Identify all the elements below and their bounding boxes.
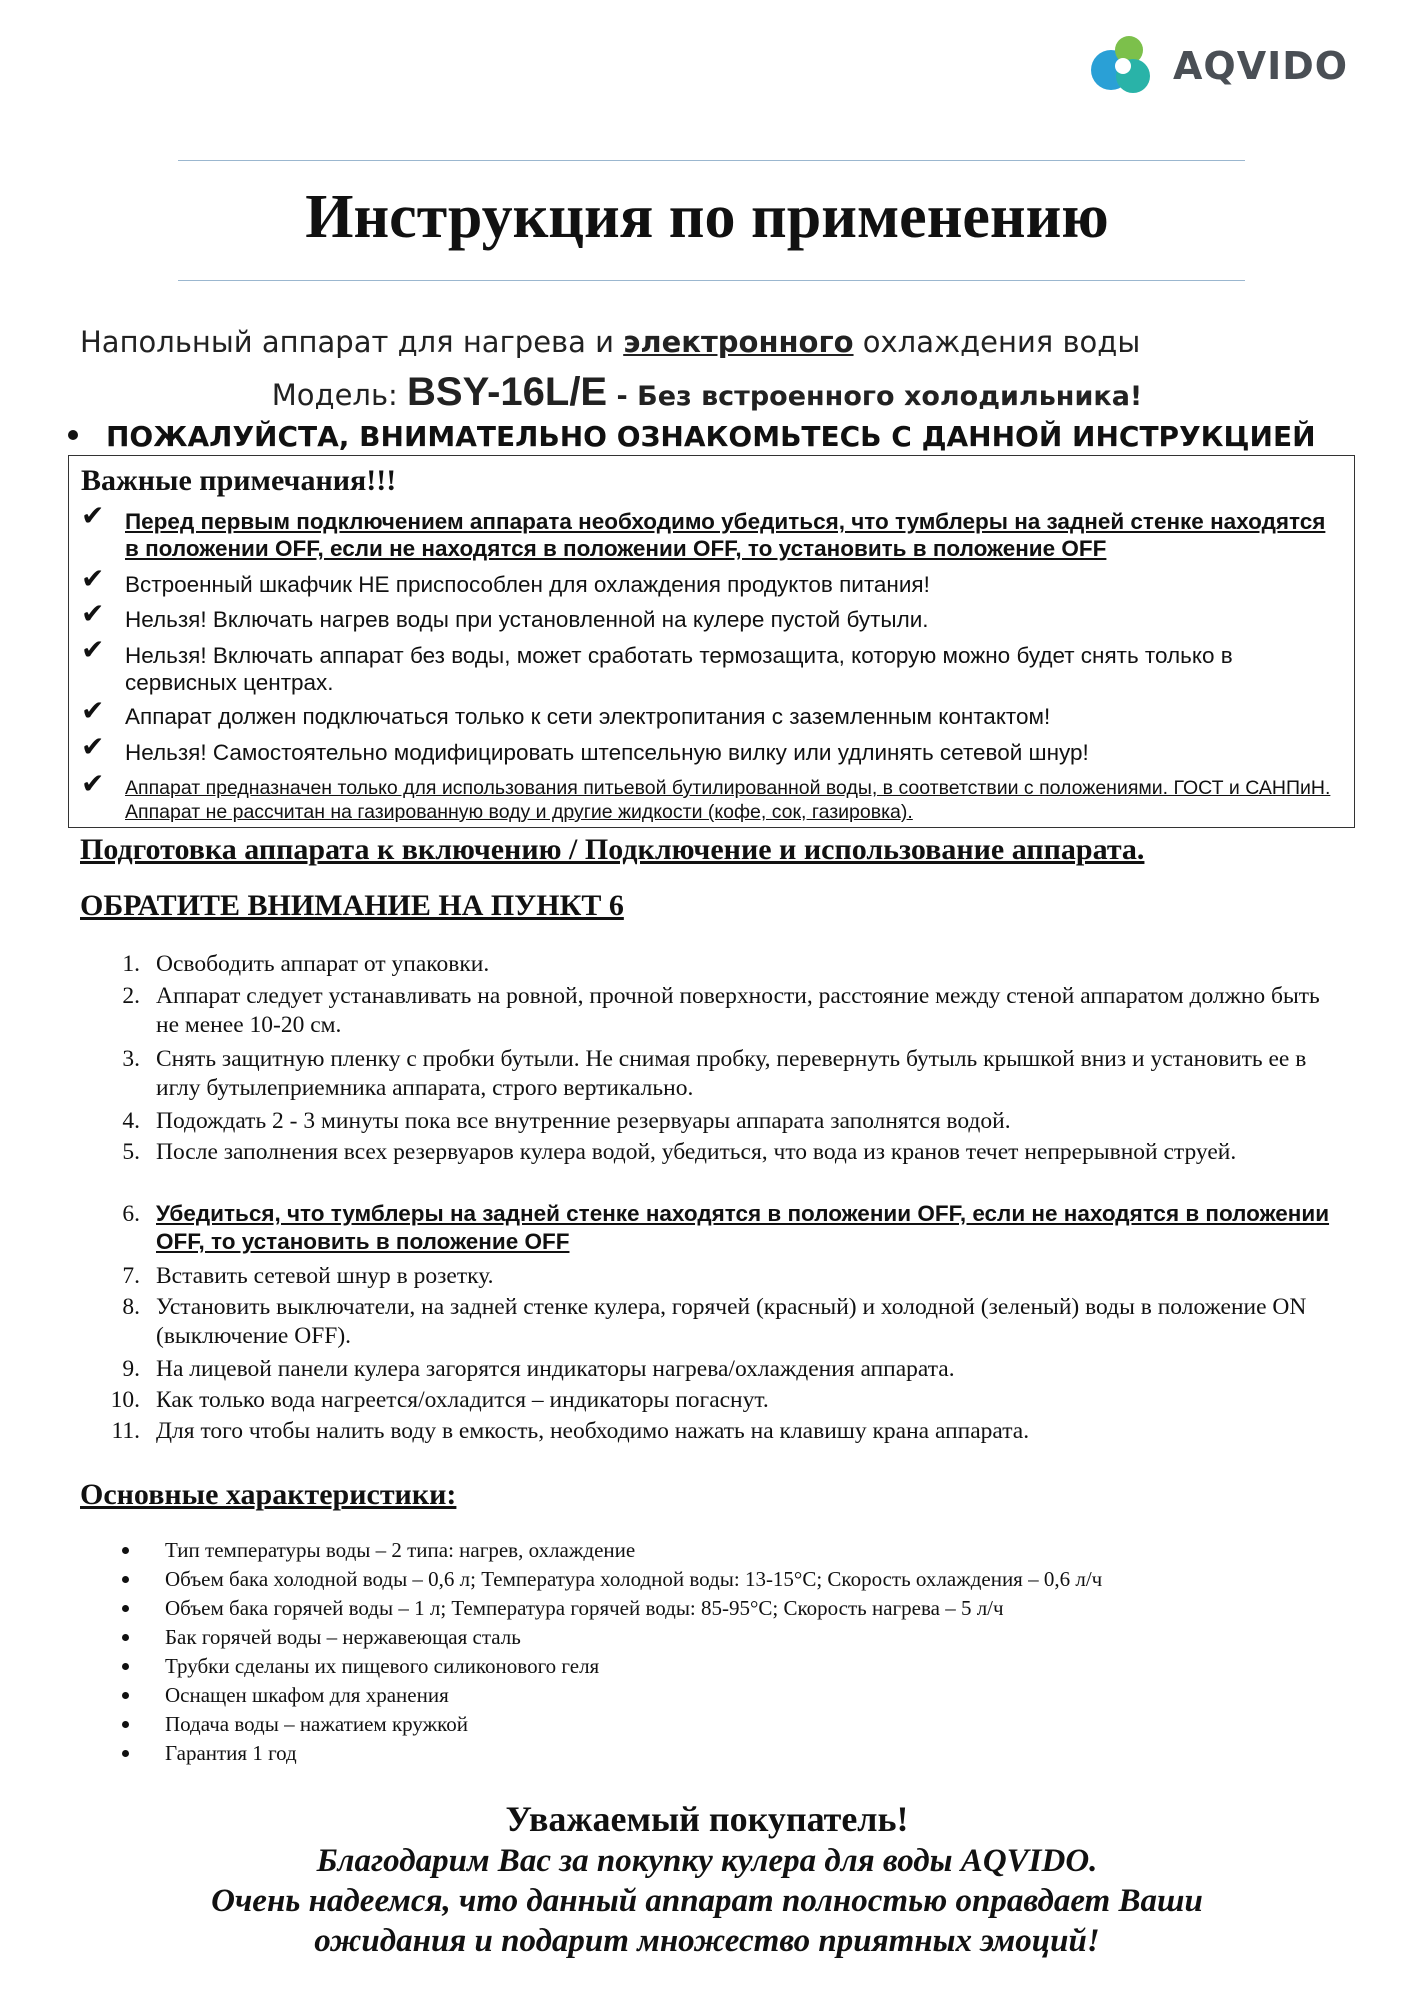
- spec-text: Объем бака горячей воды – 1 л; Температура горячей воды: 85-95°C; Скорость нагрева – 5 л/ч: [165, 1596, 1004, 1620]
- bullet-icon: [122, 1692, 129, 1699]
- checkmark-icon: ✔: [81, 767, 105, 800]
- spec-text: Оснащен шкафом для хранения: [165, 1683, 449, 1707]
- step-number: 6.: [122, 1201, 140, 1227]
- step-number: 3.: [122, 1046, 140, 1072]
- step-number: 8.: [122, 1294, 140, 1320]
- thanks-line-2: Очень надеемся, что данный аппарат полностью оправдает Ваши: [211, 1883, 1203, 1919]
- bullet-icon: [122, 1547, 129, 1554]
- title-divider-bottom: [178, 280, 1245, 281]
- note-text: Встроенный шкафчик НЕ приспособлен для охлаждения продуктов питания!: [125, 572, 930, 597]
- subtitle-emphasis: электронного: [623, 325, 854, 359]
- spec-text: Гарантия 1 год: [165, 1741, 297, 1765]
- step-text: Вставить сетевой шнур в розетку.: [156, 1263, 494, 1289]
- spec-text: Объем бака холодной воды – 0,6 л; Температура холодной воды: 13-15°C; Скорость охлаждения – 0,6 л/ч: [165, 1567, 1103, 1591]
- note-text: Нельзя! Самостоятельно модифицировать штепсельную вилку или удлинять сетевой шнур!: [125, 740, 1089, 765]
- specs-heading: Основные характеристики:: [80, 1478, 457, 1511]
- subtitle-after: охлаждения воды: [853, 325, 1141, 359]
- read-carefully-text: ПОЖАЛУЙСТА, ВНИМАТЕЛЬНО ОЗНАКОМЬТЕСЬ С ДАННОЙ ИНСТРУКЦИЕЙ: [106, 420, 1316, 453]
- checkmark-icon: ✔: [81, 730, 105, 763]
- model-line: [0, 370, 1414, 415]
- subtitle-before: Напольный аппарат для нагрева и: [80, 325, 624, 359]
- spec-text: Тип температуры воды – 2 типа: нагрев, охлаждение: [165, 1538, 636, 1562]
- thanks-line-3: ожидания и подарит множество приятных эмоций!: [314, 1923, 1100, 1959]
- note-text: Нельзя! Включать аппарат без воды, может сработать термозащита, которую можно будет снять только в сервисных центрах.: [125, 643, 1233, 695]
- important-notes-title: Важные примечания!!!: [81, 464, 397, 497]
- thanks-heading: Уважаемый покупатель!: [505, 1799, 909, 1839]
- step-text: Установить выключатели, на задней стенке кулера, горячей (красный) и холодной (зеленый) воды в положение ON (выключение OFF).: [156, 1294, 1307, 1349]
- prep-heading: Подготовка аппарата к включению / Подключение и использование аппарата.: [80, 833, 1145, 866]
- aqvido-logo: [1085, 30, 1349, 100]
- step-text: Аппарат следует устанавливать на ровной, прочной поверхности, расстояние между стеной аппаратом должно быть не менее 10-20 см.: [156, 983, 1320, 1038]
- step-text: Убедиться, что тумблеры на задней стенке находятся в положении OFF, если не находятся в положении OFF, то установить в положение OFF: [156, 1201, 1330, 1254]
- step-text: После заполнения всех резервуаров кулера водой, убедиться, что вода из кранов течет непрерывной струей.: [156, 1139, 1237, 1165]
- product-subtitle: [80, 325, 1140, 359]
- step-number: 2.: [122, 983, 140, 1009]
- checkmark-icon: ✔: [81, 597, 105, 630]
- checkmark-icon: ✔: [81, 562, 105, 595]
- step-number: 11.: [111, 1418, 140, 1444]
- logo-drops-icon: [1085, 30, 1165, 100]
- note-text: Аппарат предназначен только для использования питьевой бутилированной воды, в соответствии с положениями. ГОСТ и САНПиН. Аппарат не рассчитан на газированную воду и другие жидкости (кофе, сок, газировка).: [125, 777, 1331, 823]
- bullet-icon: [122, 1634, 129, 1641]
- step-text: На лицевой панели кулера загорятся индикаторы нагрева/охлаждения аппарата.: [156, 1356, 955, 1382]
- step-text: Подождать 2 - 3 минуты пока все внутренние резервуары аппарата заполнятся водой.: [156, 1108, 1011, 1134]
- step-number: 7.: [122, 1263, 140, 1289]
- step-text: Как только вода нагреется/охладится – индикаторы погаснут.: [156, 1387, 769, 1413]
- model-note: - Без встроенного холодильника!: [607, 381, 1143, 412]
- bullet-icon: [122, 1721, 129, 1728]
- read-carefully-banner: [68, 420, 1316, 453]
- note-text: Нельзя! Включать нагрев воды при установленной на кулере пустой бутыли.: [125, 607, 929, 632]
- checkmark-icon: ✔: [81, 499, 105, 532]
- attention-heading: ОБРАТИТЕ ВНИМАНИЕ НА ПУНКТ 6: [80, 889, 624, 922]
- thanks-line-1: Благодарим Вас за покупку кулера для воды AQVIDO.: [316, 1843, 1098, 1879]
- model-label: Модель:: [271, 378, 408, 412]
- note-text: Аппарат должен подключаться только к сети электропитания с заземленным контактом!: [125, 704, 1051, 729]
- bullet-icon: [122, 1750, 129, 1757]
- spec-text: Подача воды – нажатием кружкой: [165, 1712, 468, 1736]
- spec-text: Трубки сделаны их пищевого силиконового геля: [165, 1654, 600, 1678]
- checkmark-icon: ✔: [81, 633, 105, 666]
- step-number: 5.: [122, 1139, 140, 1165]
- bullet-icon: [122, 1605, 129, 1612]
- step-number: 1.: [122, 951, 140, 977]
- step-number: 4.: [122, 1108, 140, 1134]
- step-number: 10.: [110, 1387, 140, 1413]
- step-text: Освободить аппарат от упаковки.: [156, 951, 490, 977]
- model-code: BSY-16L/E: [407, 370, 608, 414]
- step-text: Снять защитную пленку с пробки бутыли. Не снимая пробку, перевернуть бутыль крышкой вниз и установить ее в иглу бутылеприемника аппарата, строго вертикально.: [156, 1046, 1307, 1101]
- bullet-icon: [68, 430, 78, 440]
- important-notes-box: [68, 455, 1355, 828]
- spec-text: Бак горячей воды – нержавеющая сталь: [165, 1625, 521, 1649]
- step-number: 9.: [122, 1356, 140, 1382]
- title-divider-top: [178, 160, 1245, 161]
- step-text: Для того чтобы налить воду в емкость, необходимо нажать на клавишу крана аппарата.: [156, 1418, 1030, 1444]
- checkmark-icon: ✔: [81, 694, 105, 727]
- logo-wordmark: AQVIDO: [1173, 44, 1349, 88]
- page-title: Инструкция по применению: [305, 183, 1109, 251]
- bullet-icon: [122, 1663, 129, 1670]
- bullet-icon: [122, 1576, 129, 1583]
- note-text: Перед первым подключением аппарата необходимо убедиться, что тумблеры на задней стенке находятся в положении OFF, если не находятся в положении OFF, то установить в положение OFF: [125, 509, 1326, 561]
